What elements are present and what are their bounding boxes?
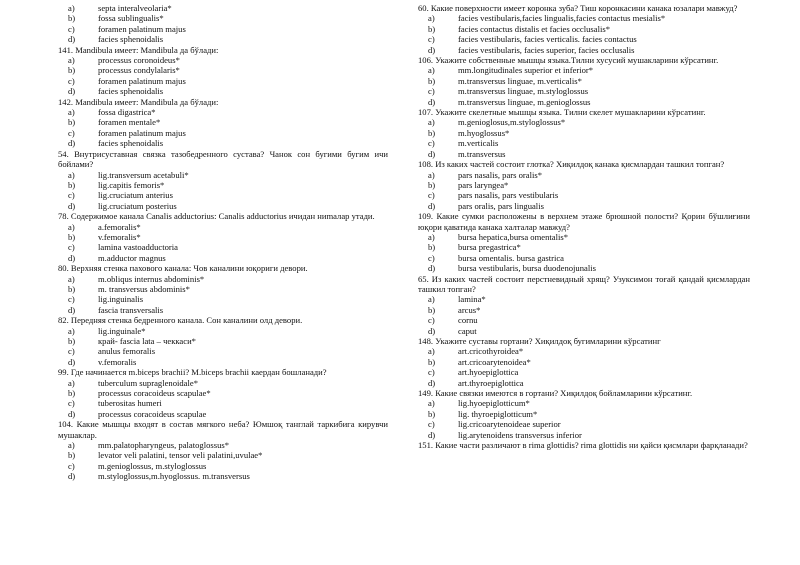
option-text: m.obliqus internus abdominis* <box>98 273 205 284</box>
option-text: processus coracoideus scapulae <box>98 408 207 419</box>
option-letter: b) <box>428 23 436 34</box>
answer-option <box>58 86 388 96</box>
option-letter: b) <box>68 117 76 128</box>
option-letter: d) <box>428 325 436 336</box>
option-letter: b) <box>428 179 436 190</box>
answer-option <box>418 253 750 263</box>
option-text: lig.cricoarytenoideae superior <box>458 419 561 430</box>
option-letter: b) <box>68 283 76 294</box>
question-block <box>418 3 750 55</box>
option-letter: b) <box>68 231 76 242</box>
option-text: processus coronoideus* <box>98 55 180 66</box>
question-block <box>58 419 388 481</box>
answer-option <box>58 170 388 180</box>
question-block <box>418 440 750 450</box>
answer-options <box>58 440 388 482</box>
option-text: m.adductor magnus <box>98 252 166 263</box>
option-text: tuberculum supraglenoidale* <box>98 377 198 388</box>
answer-option <box>58 76 388 86</box>
answer-option <box>58 13 388 23</box>
option-letter: d) <box>428 263 436 274</box>
answer-options <box>418 117 750 159</box>
option-text: lig.cruciatum posterius <box>98 200 177 211</box>
option-text: край- fascia lata – чеккаси* <box>98 336 196 346</box>
option-letter: a) <box>68 107 75 118</box>
answer-option <box>58 232 388 242</box>
answer-option <box>58 357 388 367</box>
answer-option <box>58 346 388 356</box>
option-letter: d) <box>428 44 436 55</box>
option-letter: d) <box>428 148 436 159</box>
answer-option <box>418 242 750 252</box>
answer-option <box>58 201 388 211</box>
option-text: a.femoralis* <box>98 221 141 232</box>
option-text: lamina* <box>458 294 486 305</box>
answer-option <box>418 232 750 242</box>
answer-option <box>58 274 388 284</box>
answer-option <box>58 450 388 460</box>
answer-option <box>418 149 750 159</box>
question-text: 80. Верхняя стенка пахового канала: Чов каналини юқориги девори. <box>58 263 308 274</box>
option-letter: c) <box>428 86 435 97</box>
question-text: 65. Из каких частей состоит перстневидный хрящ? Узуксимон тоғай қандай қисмлардан ташкил топган? <box>418 273 750 294</box>
answer-option <box>58 284 388 294</box>
option-text: m.genioglossus, m.styloglossus <box>98 460 207 471</box>
question-block <box>418 274 750 336</box>
answer-option <box>58 409 388 419</box>
answer-options <box>58 378 388 420</box>
answer-option <box>418 419 750 429</box>
option-text: m.genioglosus,m.styloglossus* <box>458 117 566 128</box>
answer-option <box>58 440 388 450</box>
option-letter: c) <box>68 242 75 253</box>
option-text: anulus femoralis <box>98 346 156 357</box>
option-letter: d) <box>68 34 76 45</box>
option-letter: d) <box>428 96 436 107</box>
option-text: m.transversus linguae, m.styloglossus <box>458 86 589 97</box>
option-letter: c) <box>428 419 435 430</box>
option-text: pars nasalis, pars vestibularis <box>458 190 559 201</box>
option-text: art.hyoepiglottica <box>458 367 519 378</box>
answer-option <box>418 117 750 127</box>
option-text: art.thyroepiglottica <box>458 377 524 388</box>
option-text: lig.inguinale* <box>98 325 146 336</box>
answer-options <box>58 326 388 368</box>
answer-option <box>58 180 388 190</box>
answer-option <box>418 13 750 23</box>
answer-option <box>418 180 750 190</box>
question-block <box>58 367 388 419</box>
answer-option <box>418 65 750 75</box>
option-letter: c) <box>68 127 75 138</box>
option-text: foramen mentale* <box>98 117 161 128</box>
question-block <box>418 336 750 388</box>
answer-option <box>58 34 388 44</box>
option-text: mm.longitudinales superior et inferior* <box>458 65 594 76</box>
option-letter: d) <box>68 471 76 482</box>
question-text: 148. Укажите суставы гортани? Хиқилдоқ бугимларини кўрсатинг <box>418 336 661 346</box>
option-text: m.transversus <box>458 148 506 159</box>
option-text: fossa sublingualis* <box>98 13 164 24</box>
option-text: fascia transversalis <box>98 304 164 315</box>
option-letter: c) <box>68 190 75 201</box>
option-text: facies vestibularis, facies superior, facies occlusalis <box>458 44 635 55</box>
question-text: 109. Какие сумки расположены в верхнем этаже брюшной полости? Қорин бўшлиғини юқори қаватида канака халталар мавжуд? <box>418 211 750 232</box>
option-letter: d) <box>428 377 436 388</box>
answer-option <box>418 367 750 377</box>
option-letter: d) <box>68 252 76 263</box>
option-text: fossa digastrica* <box>98 107 156 118</box>
answer-option <box>58 336 388 346</box>
answer-option <box>418 45 750 55</box>
answer-option <box>418 346 750 356</box>
answer-option <box>58 107 388 117</box>
answer-option <box>418 24 750 34</box>
option-text: foramen palatinum majus <box>98 127 186 138</box>
option-text: art.cricoarytenoidea* <box>458 356 531 367</box>
answer-option <box>418 294 750 304</box>
answer-option <box>58 222 388 232</box>
answer-options <box>418 294 750 336</box>
option-letter: c) <box>68 294 75 305</box>
option-text: levator veli palatini, tensor veli palatini,uvulae* <box>98 450 263 461</box>
option-text: art.cricothyroidea* <box>458 346 524 357</box>
answer-option <box>418 97 750 107</box>
option-letter: b) <box>68 179 76 190</box>
answer-options <box>418 346 750 388</box>
answer-options <box>418 170 750 212</box>
option-text: v.femoralis* <box>98 231 141 242</box>
answer-options <box>418 65 750 107</box>
option-letter: a) <box>68 325 75 336</box>
answer-options <box>58 274 388 316</box>
option-text: v.femoralis <box>98 356 137 367</box>
option-letter: d) <box>68 408 76 419</box>
option-text: m.verticalis <box>458 138 499 149</box>
option-text: m.hyoglossus* <box>458 127 510 138</box>
answer-option <box>418 201 750 211</box>
question-block <box>58 3 388 45</box>
option-text: lig.arytenoidens transversus inferior <box>458 429 582 440</box>
question-text: 78. Содержимое канала Canalis adductorius: Canalis adductorius ичидан ниmалар утади. <box>58 211 375 222</box>
question-text: 54. Внутрисуставная связка тазобедренного сустава? Чанок сон бугими бугим ичи бойлами? <box>58 148 388 170</box>
answer-option <box>418 138 750 148</box>
option-text: arcus* <box>458 304 481 315</box>
option-text: lig. thyroepiglotticum* <box>458 408 538 419</box>
answer-option <box>58 253 388 263</box>
answer-option <box>58 378 388 388</box>
answer-options <box>58 222 388 264</box>
option-letter: c) <box>428 367 435 378</box>
answer-option <box>58 128 388 138</box>
question-block <box>58 263 388 315</box>
option-letter: a) <box>68 169 75 180</box>
option-text: m.transversus linguae, m.verticalis* <box>458 75 582 86</box>
option-text: septa interalveolaria* <box>98 3 172 13</box>
option-letter: b) <box>428 356 436 367</box>
answer-option <box>58 24 388 34</box>
answer-option <box>418 76 750 86</box>
answer-option <box>418 128 750 138</box>
question-block <box>58 211 388 263</box>
question-text: 107. Укажите скелетные мышцы языка. Тилни скелет мушакларини кўрсатинг. <box>418 107 706 118</box>
option-letter: b) <box>428 408 436 419</box>
answer-option <box>58 388 388 398</box>
option-text: lig.hyoepiglotticum* <box>458 398 530 409</box>
option-letter: b) <box>68 13 76 24</box>
option-letter: c) <box>68 346 75 357</box>
answer-option <box>58 398 388 408</box>
option-text: m.styloglossus,m.hyoglossus. m.transversus <box>98 471 250 482</box>
option-letter: d) <box>68 200 76 211</box>
answer-option <box>418 34 750 44</box>
answer-option <box>418 409 750 419</box>
question-text: 108. Из каких частей состоит глотка? Хиқилдоқ канака қисмлардан ташкил топган? <box>418 159 725 170</box>
answer-option <box>58 294 388 304</box>
answer-options <box>58 3 388 45</box>
option-text: facies vestibularis, facies verticalis. facies contactus <box>458 34 637 45</box>
option-text: pars laryngea* <box>458 179 509 190</box>
answer-option <box>418 305 750 315</box>
answer-option <box>58 242 388 252</box>
question-text: 104. Какие мышцы входят в состав мягкого неба? Юмшоқ танглай таркибига кирувчи мушаклар. <box>58 419 388 440</box>
question-block <box>418 211 750 273</box>
question-block <box>418 388 750 440</box>
option-letter: a) <box>68 440 75 451</box>
option-letter: d) <box>428 429 436 440</box>
answer-option <box>58 65 388 75</box>
option-text: lig.inguinalis <box>98 294 144 305</box>
answer-option <box>58 138 388 148</box>
option-text: caput <box>458 325 477 336</box>
option-letter: a) <box>428 169 435 180</box>
option-text: tuberositas humeri <box>98 398 162 409</box>
answer-option <box>418 263 750 273</box>
answer-option <box>58 117 388 127</box>
answer-options <box>418 232 750 274</box>
option-letter: b) <box>428 242 436 253</box>
option-text: lig.capitis femoris* <box>98 179 165 190</box>
question-text: 82. Передняя стенка бедренного канала. Сон каналини олд девори. <box>58 315 303 326</box>
option-text: lamina vastoadductoria <box>98 242 178 253</box>
question-block <box>58 97 388 149</box>
option-letter: c) <box>428 34 435 45</box>
option-text: facies sphenoidalis <box>98 86 164 97</box>
option-letter: a) <box>428 346 435 357</box>
option-text: cornu <box>458 315 478 326</box>
answer-option <box>58 3 388 13</box>
option-letter: c) <box>68 75 75 86</box>
option-text: mm.palatopharyngeus, palatoglossus* <box>98 440 230 451</box>
answer-options <box>58 55 388 97</box>
answer-option <box>418 326 750 336</box>
answer-option <box>418 398 750 408</box>
option-text: foramen palatinum majus <box>98 75 186 86</box>
question-block <box>58 45 388 97</box>
answer-option <box>418 430 750 440</box>
option-letter: a) <box>428 231 435 242</box>
option-text: lig.transversum acetabuli* <box>98 169 189 180</box>
option-text: facies contactus distalis et facies occlusalis* <box>458 23 611 34</box>
option-letter: a) <box>428 294 435 305</box>
option-letter: b) <box>428 304 436 315</box>
question-text: 151. Какие части различают в rima glottidis? rima glottidis ни қайси қисмлари фарқланади? <box>418 440 748 451</box>
option-letter: b) <box>68 388 76 399</box>
question-text: 142. Mandibula имеет: Mandibula да бўлади: <box>58 96 219 107</box>
answer-option <box>58 461 388 471</box>
option-text: processus coracoideus scapulae* <box>98 388 211 399</box>
answer-options <box>58 170 388 212</box>
option-text: m.transversus linguae, m.genioglossus <box>458 96 591 107</box>
question-text: 60. Какие поверхности имеет коронка зуба? Тиш коронкасини канака юзалари мавжуд? <box>418 3 738 13</box>
question-text: 149. Какие связки имеются в гортани? Хиқилдоқ бойламларини кўрсатинг. <box>418 388 693 399</box>
option-letter: c) <box>428 252 435 263</box>
answer-option <box>418 357 750 367</box>
answer-option <box>418 170 750 180</box>
option-text: pars nasalis, pars oralis* <box>458 169 543 180</box>
answer-option <box>58 55 388 65</box>
option-text: lig.cruciatum anterius <box>98 190 173 201</box>
question-text: 99. Где начинается m.biceps brachii? M.biceps brachii каердан бошланади? <box>58 367 327 378</box>
question-block <box>418 55 750 107</box>
answer-options <box>58 107 388 149</box>
option-letter: a) <box>68 3 75 13</box>
answer-options <box>418 13 750 55</box>
answer-option <box>58 326 388 336</box>
option-letter: a) <box>68 273 75 284</box>
option-letter: b) <box>428 127 436 138</box>
answer-option <box>418 86 750 96</box>
option-text: facies vestibularis,facies lingualis,facies contactus mesialis* <box>458 13 666 24</box>
question-block <box>58 315 388 367</box>
option-letter: d) <box>68 138 76 149</box>
option-text: facies sphenoidalis <box>98 34 164 45</box>
option-text: foramen palatinum majus <box>98 23 186 34</box>
option-letter: a) <box>428 117 435 128</box>
option-text: bursa vestibularis, bursa duodenojunalis <box>458 263 596 274</box>
option-letter: a) <box>428 398 435 409</box>
question-block <box>58 149 388 211</box>
question-block <box>418 159 750 211</box>
question-text: 141. Mandibula имеет: Mandibula да бўлади: <box>58 44 219 55</box>
option-letter: c) <box>68 460 75 471</box>
option-letter: b) <box>68 450 76 461</box>
option-text: facies sphenoidalis <box>98 138 164 149</box>
answer-option <box>418 315 750 325</box>
option-text: bursa hepatica,bursa omentalis* <box>458 231 569 242</box>
option-text: pars oralis, pars lingualis <box>458 200 544 211</box>
option-text: bursa omentalis. bursa gastrica <box>458 252 564 263</box>
question-block <box>418 107 750 159</box>
option-letter: a) <box>68 377 75 388</box>
option-letter: c) <box>428 315 435 326</box>
answer-option <box>58 190 388 200</box>
left-column <box>58 3 388 482</box>
option-letter: d) <box>68 86 76 97</box>
answer-options <box>418 398 750 440</box>
option-letter: d) <box>68 356 76 367</box>
option-letter: b) <box>68 336 76 346</box>
option-letter: a) <box>68 55 75 66</box>
option-letter: d) <box>68 304 76 315</box>
answer-option <box>58 471 388 481</box>
answer-option <box>418 378 750 388</box>
option-letter: a) <box>68 221 75 232</box>
answer-option <box>418 190 750 200</box>
option-letter: a) <box>428 65 435 76</box>
option-letter: c) <box>68 398 75 409</box>
option-text: processus condylalaris* <box>98 65 180 76</box>
option-letter: d) <box>428 200 436 211</box>
option-letter: b) <box>428 75 436 86</box>
answer-option <box>58 305 388 315</box>
option-text: m. transversus abdominis* <box>98 283 190 294</box>
option-letter: c) <box>428 190 435 201</box>
option-letter: b) <box>68 65 76 76</box>
option-letter: c) <box>428 138 435 149</box>
option-letter: a) <box>428 13 435 24</box>
option-text: bursa pregastrica* <box>458 242 521 253</box>
option-letter: c) <box>68 23 75 34</box>
question-text: 106. Укажите собственные мышцы языка.Тилни хусусий мушакларини кўрсатинг. <box>418 55 719 66</box>
right-column <box>418 3 750 450</box>
